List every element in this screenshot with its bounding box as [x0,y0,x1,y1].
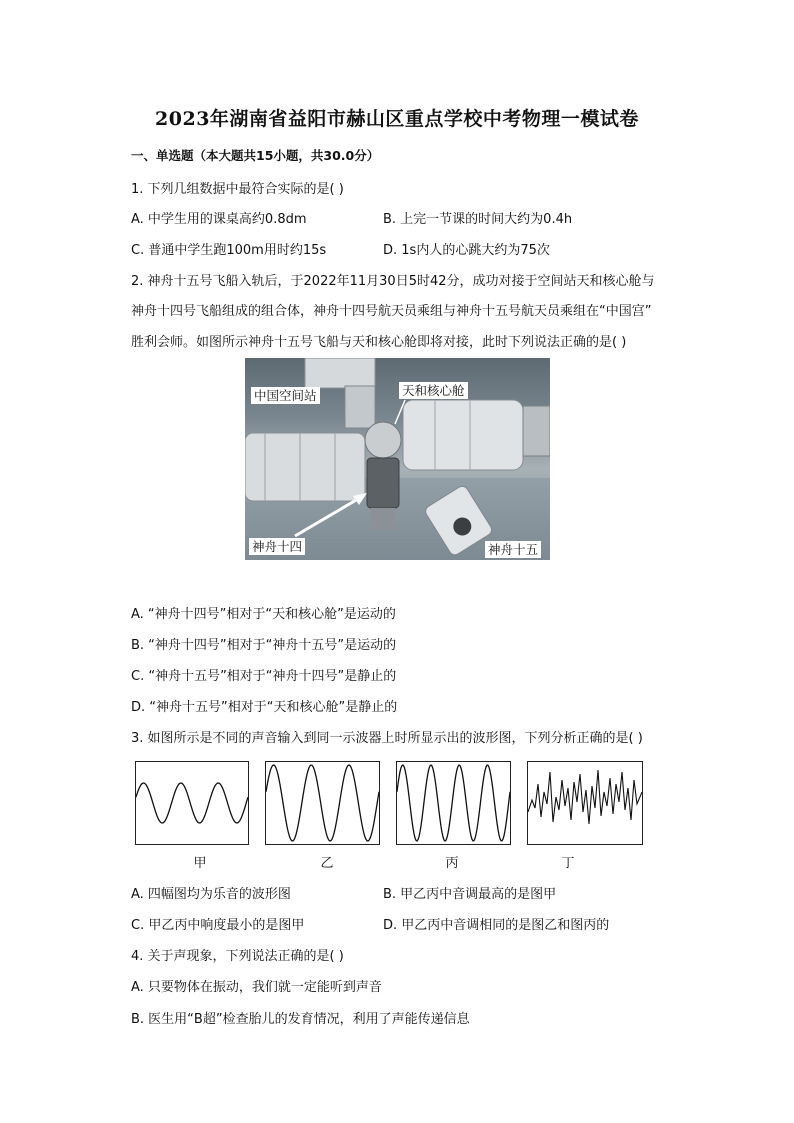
q3-option-c: C. 甲乙丙中响度最小的是图甲 [131,918,305,933]
space-station-photo [245,358,550,560]
label-china-space-station: 中国空间站 [251,387,320,404]
q2-option-b: B. “神舟十四号”相对于“神舟十五号”是运动的 [131,638,397,653]
waveform-bing-plot [397,762,510,844]
exam-title: 2023年湖南省益阳市赫山区重点学校中考物理一模试卷 [155,108,639,130]
waveform-jia-plot [136,762,248,844]
waveform-label-jia: 甲 [193,856,207,871]
waveform-label-ding: 丁 [561,856,575,871]
waveform-label-yi: 乙 [320,856,334,871]
waveform-jia [135,761,249,845]
q2-stem-line3: 胜利会师。如图所示神舟十五号飞船与天和核心舱即将对接，此时下列说法正确的是( ) [131,335,627,350]
label-shenzhou-14: 神舟十四 [249,538,305,555]
waveform-bing [396,761,511,845]
q3-option-d: D. 甲乙丙中音调相同的是图乙和图丙的 [383,918,610,933]
waveform-label-bing: 丙 [445,856,459,871]
q4-option-a: A. 只要物体在振动，我们就一定能听到声音 [131,980,382,995]
waveform-yi-plot [266,762,379,844]
q1-option-a: A. 中学生用的课桌高约0.8dm [131,212,307,227]
waveform-yi [265,761,380,845]
q4-option-b: B. 医生用“B超”检查胎儿的发育情况，利用了声能传递信息 [131,1012,470,1027]
waveform-ding [527,761,643,845]
q2-stem-line1: 2. 神舟十五号飞船入轨后，于2022年11月30日5时42分，成功对接于空间站天和核心舱与 [131,274,655,289]
label-tianhe-core: 天和核心舱 [399,382,468,399]
q1-option-b: B. 上完一节课的时间大约为0.4h [383,212,573,227]
q2-option-a: A. “神舟十四号”相对于“天和核心舱”是运动的 [131,607,396,622]
label-shenzhou-15: 神舟十五 [485,541,541,558]
q4-stem: 4. 关于声现象，下列说法正确的是( ) [131,949,344,964]
q3-option-b: B. 甲乙丙中音调最高的是图甲 [383,887,557,902]
q2-option-c: C. “神舟十五号”相对于“神舟十四号”是静止的 [131,669,397,684]
q3-stem: 3. 如图所示是不同的声音输入到同一示波器上时所显示出的波形图，下列分析正确的是( ) [131,731,643,746]
q2-stem-line2: 神舟十四号飞船组成的组合体，神舟十四号航天员乘组与神舟十五号航天员乘组在“中国宫” [131,304,652,319]
q1-stem: 1. 下列几组数据中最符合实际的是( ) [131,182,344,197]
section-heading: 一、单选题（本大题共15小题，共30.0分） [131,148,380,163]
waveform-ding-plot [528,762,642,844]
q3-option-a: A. 四幅图均为乐音的波形图 [131,887,291,902]
q2-option-d: D. “神舟十五号”相对于“天和核心舱”是静止的 [131,700,398,715]
q1-option-c: C. 普通中学生跑100m用时约15s [131,243,327,258]
q1-option-d: D. 1s内人的心跳大约为75次 [383,243,550,258]
